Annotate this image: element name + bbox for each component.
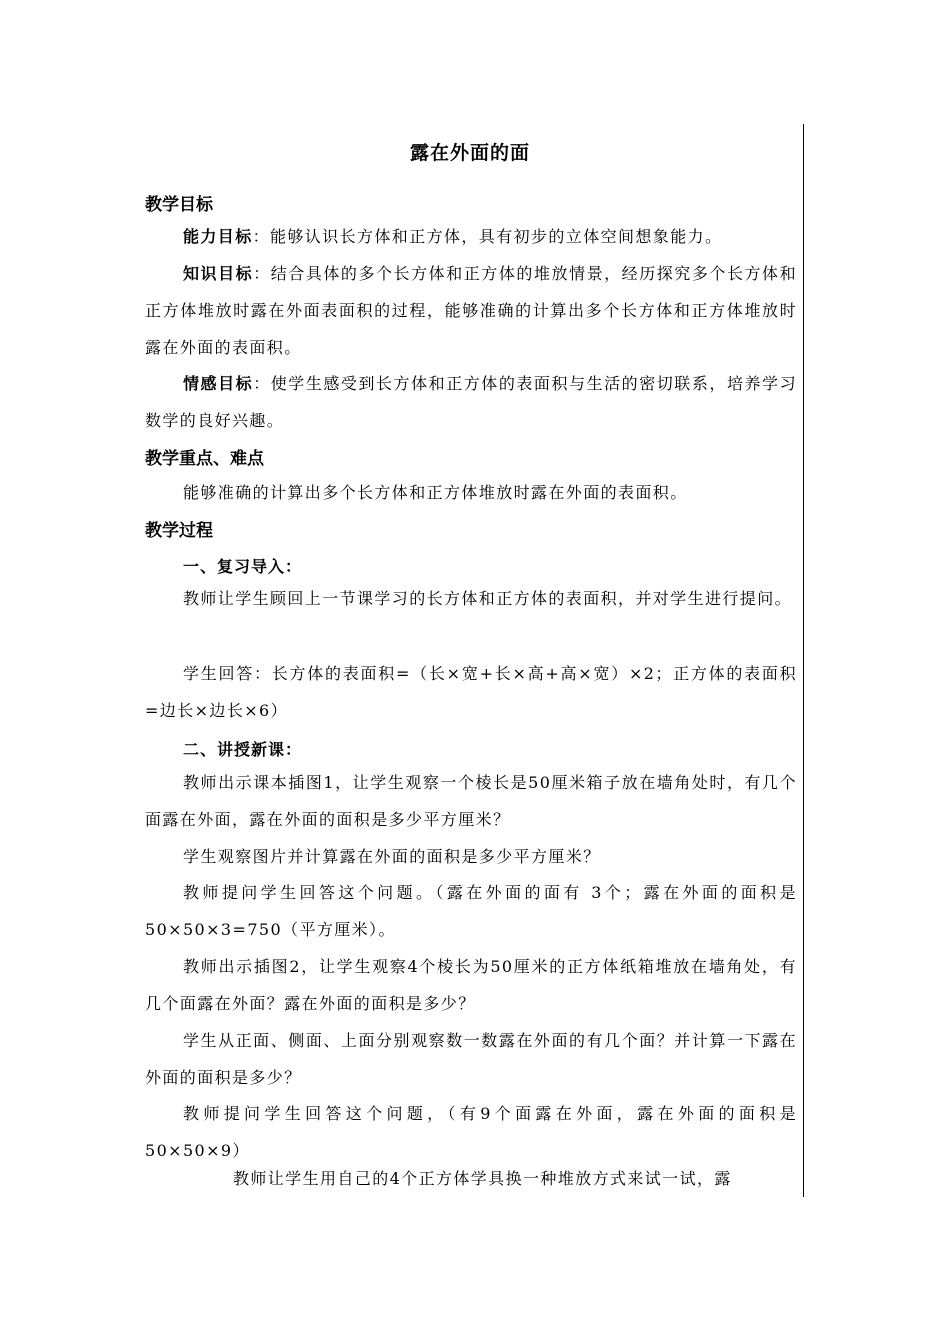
part2-title: 二、讲授新课： xyxy=(183,740,303,759)
objective-knowledge-text: ：结合具体的多个长方体和正方体的堆放情景，经历探究多个长方体和正方体堆放时露在外面表面积的过程，能够准确的计算出多个长方体和正方体堆放时露在外面的表面积。 xyxy=(145,264,797,357)
paragraph-answer1: 教师提问学生回答这个问题。（露在外面的面有 3个；露在外面的面积是50×50×3=750（平方厘米）。 xyxy=(145,883,797,939)
section-heading-key-points: 教学重点、难点 xyxy=(145,449,264,469)
paragraph-answer2: 教师提问学生回答这个问题，（有9个面露在外面，露在外面的面积是50×50×9） xyxy=(145,1104,797,1160)
paragraph-try-again: 教师让学生用自己的4个正方体学具换一种堆放方式来试一试，露 xyxy=(233,1169,732,1188)
paragraph-observe: 学生观察图片并计算露在外面的面积是多少平方厘米？ xyxy=(183,847,601,866)
objective-knowledge xyxy=(145,255,797,366)
objective-emotion-text: ：使学生感受到长方体和正方体的表面积与生活的密切联系，培养学习数学的良好兴趣。 xyxy=(145,374,797,430)
document-title: 露在外面的面 xyxy=(409,142,530,164)
paragraph-review-question: 教师让学生顾回上一节课学习的长方体和正方体的表面积，并对学生进行提问。 xyxy=(183,589,793,608)
section-heading-objectives: 教学目标 xyxy=(145,195,213,215)
paragraph-count-faces: 学生从正面、侧面、上面分别观察数一数露在外面的有几个面？并计算一下露在外面的面积是多少？ xyxy=(145,1031,797,1087)
part1-title: 一、复习导入： xyxy=(183,557,303,576)
margin-rule xyxy=(803,124,804,1197)
key-points-text: 能够准确的计算出多个长方体和正方体堆放时露在外面的表面积。 xyxy=(183,483,688,502)
section-heading-process: 教学过程 xyxy=(145,521,213,541)
objective-ability xyxy=(145,218,797,255)
objective-emotion-label: 情感目标 xyxy=(183,374,254,393)
paragraph-student-answer: 学生回答：长方体的表面积=（长×宽+长×高+高×宽）×2；正方体的表面积=边长×边长×6） xyxy=(145,664,797,720)
objective-ability-text: ：能够认识长方体和正方体，具有初步的立体空间想象能力。 xyxy=(252,227,723,246)
paragraph-figure1: 教师出示课本插图1，让学生观察一个棱长是50厘米箱子放在墙角处时，有几个面露在外面，露在外面的面积是多少平方厘米？ xyxy=(145,773,797,829)
objective-ability-label: 能力目标 xyxy=(183,227,253,246)
objective-knowledge-label: 知识目标 xyxy=(183,264,254,283)
paragraph-figure2: 教师出示插图2，让学生观察4个棱长为50厘米的正方体纸箱堆放在墙角处，有几个面露在外面？露在外面的面积是多少？ xyxy=(145,957,797,1013)
objective-emotion xyxy=(145,365,797,439)
